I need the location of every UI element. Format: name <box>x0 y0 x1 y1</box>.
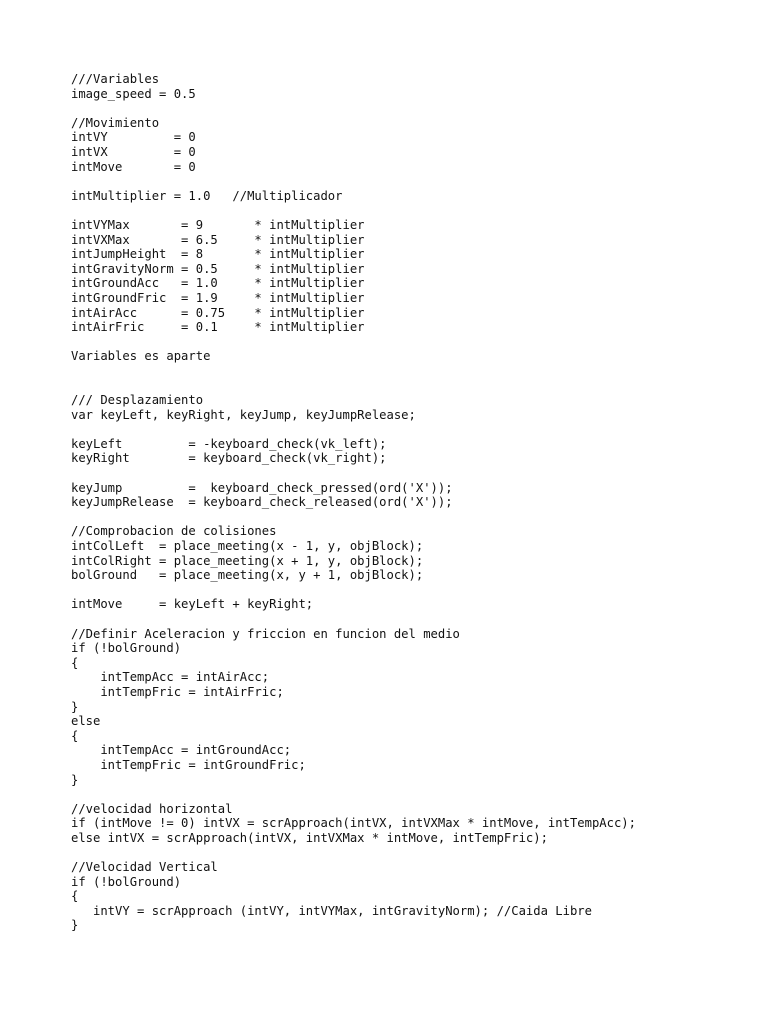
code-line: intAirAcc = 0.75 * intMultiplier <box>71 305 365 320</box>
code-line: image_speed = 0.5 <box>71 86 196 101</box>
code-line <box>71 101 761 116</box>
code-line <box>71 612 761 627</box>
code-line <box>71 787 761 802</box>
code-line: keyLeft = -keyboard_check(vk_left); <box>71 436 387 451</box>
code-line: intGroundFric = 1.9 * intMultiplier <box>71 290 365 305</box>
code-line: { <box>71 728 79 743</box>
code-line: //Velocidad Vertical <box>71 860 218 875</box>
code-line: { <box>71 655 79 670</box>
code-line: } <box>71 772 79 787</box>
code-line: //Comprobacion de colisiones <box>71 524 277 539</box>
code-line: { <box>71 889 79 904</box>
code-line <box>71 422 761 437</box>
code-line: var keyLeft, keyRight, keyJump, keyJumpRelease; <box>71 407 416 422</box>
code-line <box>71 174 761 189</box>
code-line: intTempAcc = intAirAcc; <box>71 670 270 685</box>
code-line: ///Variables <box>71 72 160 86</box>
code-line: intVY = 0 <box>71 130 196 145</box>
code-line: intMove = keyLeft + keyRight; <box>71 597 314 612</box>
code-line: /// Desplazamiento <box>71 393 204 408</box>
code-line <box>71 510 761 525</box>
code-line: } <box>71 699 79 714</box>
code-line: intAirFric = 0.1 * intMultiplier <box>71 320 365 335</box>
code-line <box>71 378 761 393</box>
code-line: if (!bolGround) <box>71 641 182 656</box>
code-line: if (!bolGround) <box>71 874 182 889</box>
code-line: intColLeft = place_meeting(x - 1, y, objBlock); <box>71 539 424 553</box>
code-line: Variables es aparte <box>71 349 211 364</box>
code-line: intTempAcc = intGroundAcc; <box>71 743 292 758</box>
code-line <box>71 583 761 598</box>
code-line: intColRight = place_meeting(x + 1, y, objBlock); <box>71 553 424 568</box>
code-line: } <box>71 918 79 933</box>
code-line: intVYMax = 9 * intMultiplier <box>71 217 365 232</box>
code-line: keyJump = keyboard_check_pressed(ord('X')); <box>71 480 453 495</box>
code-line <box>71 845 761 860</box>
code-line: else intVX = scrApproach(intVX, intVXMax * intMove, intTempFric); <box>71 830 548 845</box>
code-line: else <box>71 714 101 729</box>
code-document <box>71 72 761 933</box>
code-line: intMultiplier = 1.0 //Multiplicador <box>71 188 343 203</box>
code-line <box>71 364 761 379</box>
code-line: intGravityNorm = 0.5 * intMultiplier <box>71 261 365 276</box>
code-line: intVX = 0 <box>71 144 196 159</box>
code-line: intVY = scrApproach (intVY, intVYMax, intGravityNorm); //Caida Libre <box>71 903 592 918</box>
code-line: intVXMax = 6.5 * intMultiplier <box>71 232 365 247</box>
code-line: intMove = 0 <box>71 159 196 174</box>
code-line: //Definir Aceleracion y friccion en funcion del medio <box>71 626 460 641</box>
code-line: //velocidad horizontal <box>71 801 233 816</box>
code-line: keyRight = keyboard_check(vk_right); <box>71 451 387 466</box>
code-line <box>71 466 761 481</box>
code-line: intTempFric = intGroundFric; <box>71 757 306 772</box>
code-line: if (intMove != 0) intVX = scrApproach(intVX, intVXMax * intMove, intTempAcc); <box>71 816 636 831</box>
code-line: //Movimiento <box>71 115 160 130</box>
code-line: keyJumpRelease = keyboard_check_released(ord('X')); <box>71 495 453 510</box>
code-line: bolGround = place_meeting(x, y + 1, objBlock); <box>71 568 424 583</box>
code-line <box>71 335 761 350</box>
code-line: intTempFric = intAirFric; <box>71 684 284 699</box>
code-line <box>71 203 761 218</box>
code-line: intJumpHeight = 8 * intMultiplier <box>71 247 365 262</box>
code-line: intGroundAcc = 1.0 * intMultiplier <box>71 276 365 291</box>
